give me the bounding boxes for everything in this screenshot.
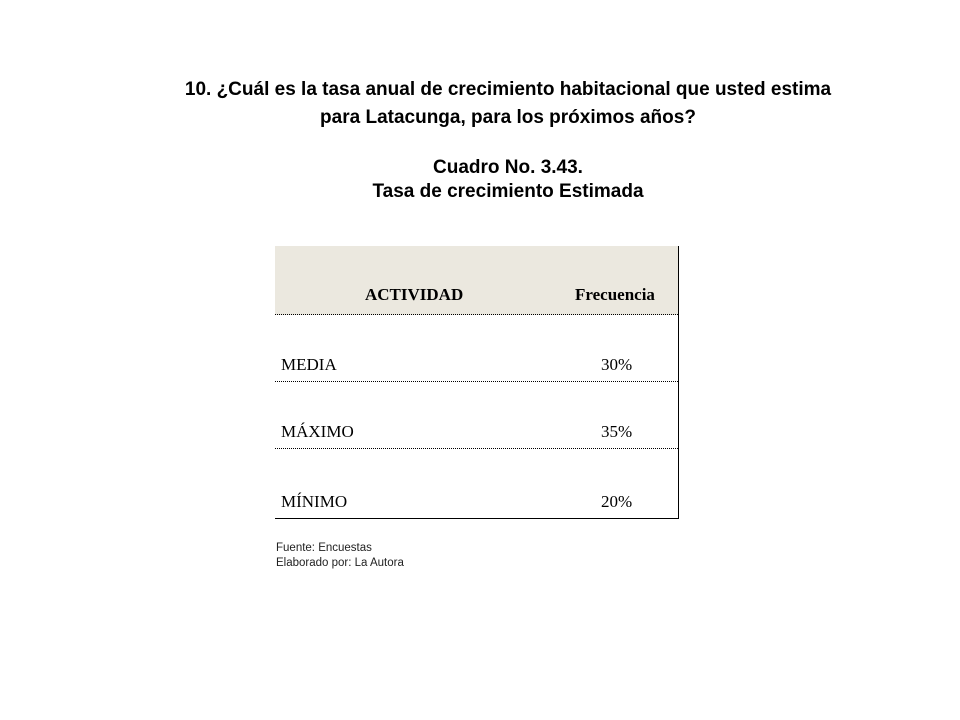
cell-activity: MEDIA: [281, 355, 337, 374]
column-header-activity: ACTIVIDAD: [365, 285, 464, 304]
table-header-row: [275, 246, 678, 315]
column-header-frequency: Frecuencia: [575, 285, 655, 304]
question-text: [0, 76, 960, 132]
table-footnote: [276, 541, 404, 571]
cell-frequency: 20%: [601, 492, 633, 511]
footnote-source: Fuente: Encuestas: [276, 542, 372, 554]
cell-frequency: 35%: [601, 422, 633, 441]
table-row: [275, 315, 678, 382]
cell-frequency: 30%: [601, 355, 633, 374]
table-caption: [0, 156, 960, 204]
question-line-1: 10. ¿Cuál es la tasa anual de crecimiento habitacional que usted estima: [184, 79, 832, 100]
table-row: [275, 449, 678, 518]
cell-activity: MÍNIMO: [281, 492, 348, 511]
table-row: [275, 382, 678, 449]
cell-activity: MÁXIMO: [281, 422, 354, 441]
caption-label: Cuadro No. 3.43.: [433, 157, 583, 178]
question-line-2: para Latacunga, para los próximos años?: [320, 107, 696, 128]
footnote-author: Elaborado por: La Autora: [276, 557, 404, 569]
growth-rate-table: [275, 246, 679, 519]
caption-title: Tasa de crecimiento Estimada: [372, 181, 644, 202]
